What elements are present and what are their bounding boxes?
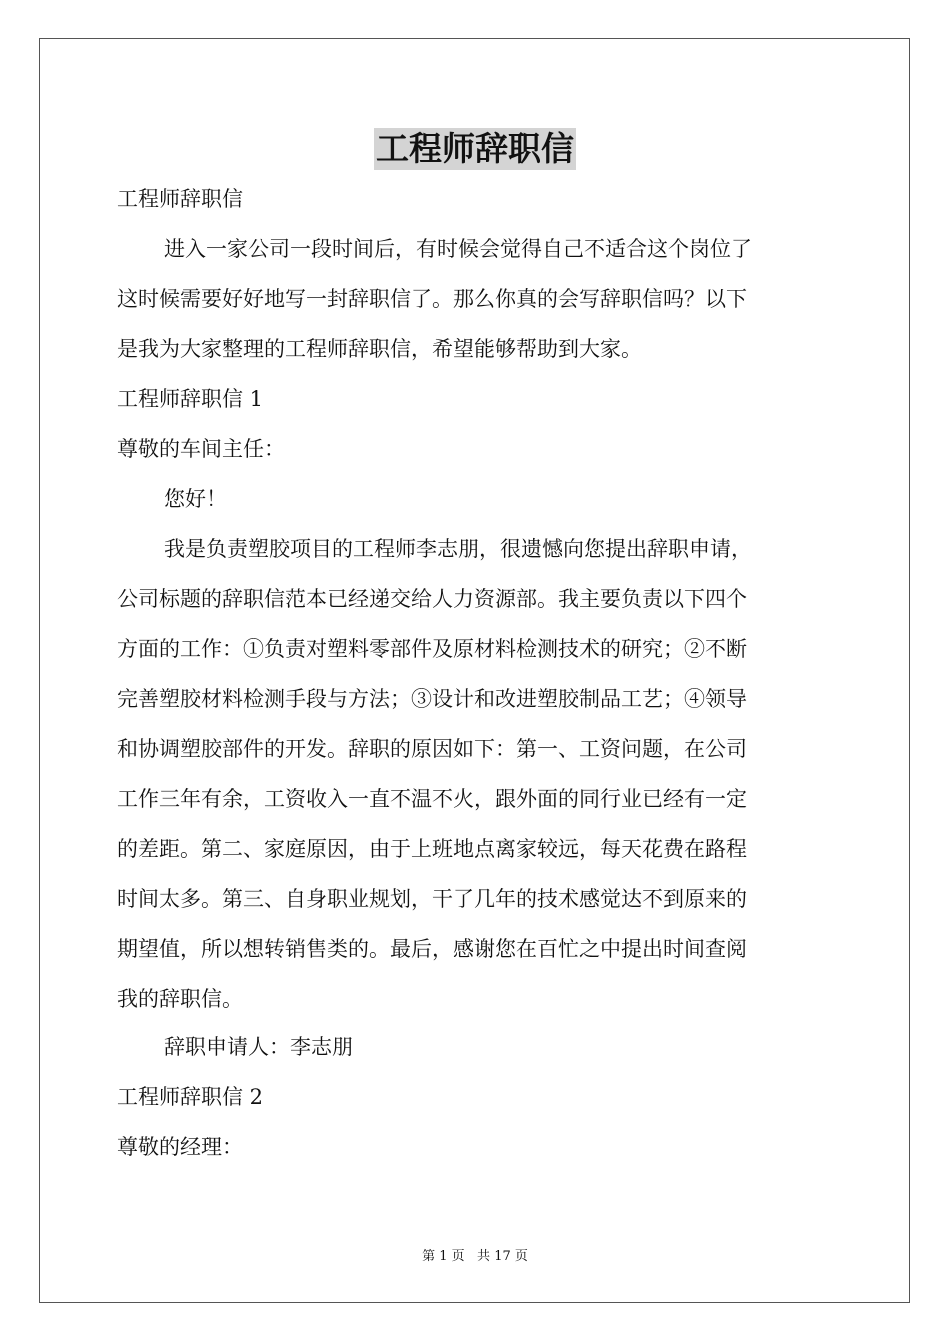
body-paragraph-line: 我的辞职信。: [117, 987, 243, 1011]
salutation-line: 尊敬的经理：: [117, 1135, 243, 1159]
intro-paragraph-line: 这时候需要好好地写一封辞职信了。那么你真的会写辞职信吗？以下: [117, 287, 747, 311]
section-heading: 工程师辞职信 2: [117, 1085, 264, 1109]
salutation-line: 尊敬的车间主任：: [117, 437, 285, 461]
title-container: [0, 128, 950, 170]
intro-paragraph-line: 进入一家公司一段时间后，有时候会觉得自己不适合这个岗位了: [164, 237, 752, 261]
signature-line: 辞职申请人：李志朋: [164, 1035, 353, 1059]
body-paragraph-line: 时间太多。第三、自身职业规划，干了几年的技术感觉达不到原来的: [117, 887, 747, 911]
page-border: [39, 38, 910, 1303]
intro-paragraph-line: 是我为大家整理的工程师辞职信，希望能够帮助到大家。: [117, 337, 642, 361]
body-paragraph-line: 期望值，所以想转销售类的。最后，感谢您在百忙之中提出时间查阅: [117, 937, 747, 961]
greeting-line: 您好！: [164, 487, 227, 511]
body-paragraph-line: 工作三年有余，工资收入一直不温不火，跟外面的同行业已经有一定: [117, 787, 747, 811]
section-heading: 工程师辞职信 1: [117, 387, 264, 411]
body-paragraph-line: 和协调塑胶部件的开发。辞职的原因如下：第一、工资问题，在公司: [117, 737, 747, 761]
body-paragraph-line: 公司标题的辞职信范本已经递交给人力资源部。我主要负责以下四个: [117, 587, 747, 611]
body-paragraph-line: 方面的工作：①负责对塑料零部件及原材料检测技术的研究；②不断: [117, 637, 747, 661]
body-paragraph-line: 完善塑胶材料检测手段与方法；③设计和改进塑胶制品工艺；④领导: [117, 687, 747, 711]
page-footer: 第 1 页 共 17 页: [422, 1249, 528, 1264]
subtitle-line: 工程师辞职信: [117, 187, 243, 211]
body-paragraph-line: 我是负责塑胶项目的工程师李志朋，很遗憾向您提出辞职申请，: [164, 537, 752, 561]
body-paragraph-line: 的差距。第二、家庭原因，由于上班地点离家较远，每天花费在路程: [117, 837, 747, 861]
document-title: 工程师辞职信: [376, 129, 574, 168]
